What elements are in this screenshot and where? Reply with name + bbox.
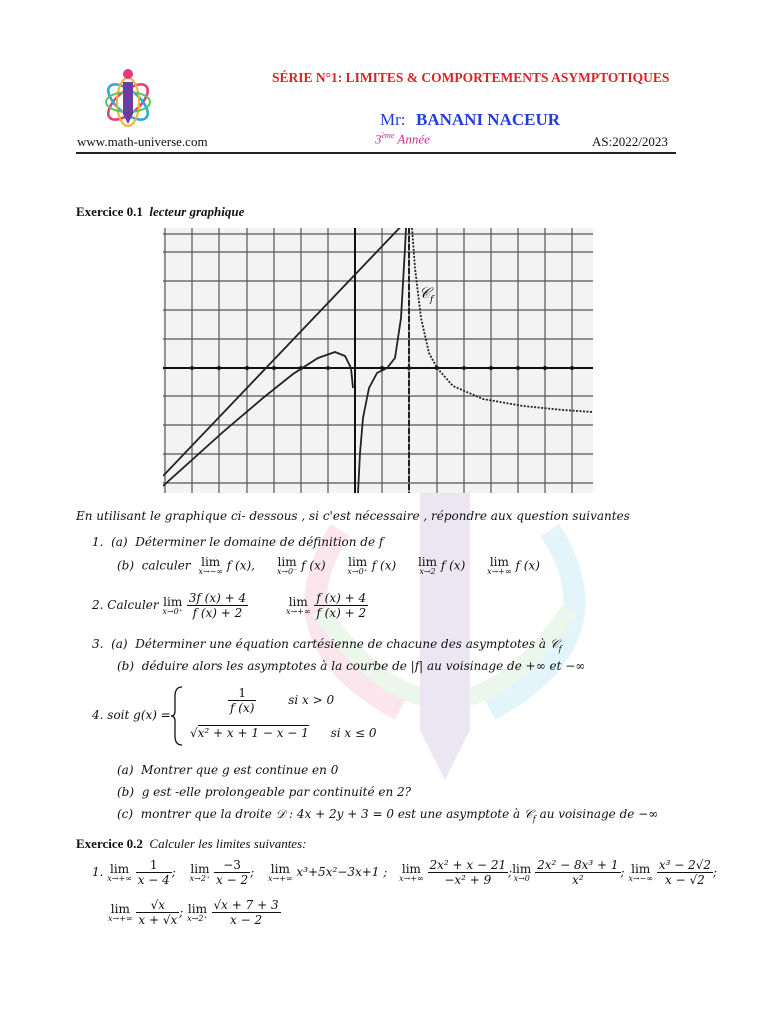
q4-case-1: $\frac{1}{f (x)}$ si x > 0	[230, 686, 335, 715]
series-title: SÉRIE N°1: LIMITES & COMPORTEMENTS ASYMPTOTIQUES	[272, 70, 670, 85]
author-name: BANANI NACEUR	[416, 110, 561, 129]
header-divider	[76, 152, 676, 154]
piecewise-brace	[170, 686, 184, 746]
q4-lhs: 4. soit g(x) =	[92, 708, 171, 722]
exercise-2-heading: Exercice 0.2 Calculer les limites suivantes:	[76, 836, 307, 851]
exercise-1-heading: Exercice 0.1 lecteur graphique	[76, 204, 245, 219]
q3-a: 3. (a) Déterminer une équation cartésienne de chacune des asymptotes à 𝒞$_f$	[92, 637, 562, 654]
exercise-2-limits-line-2: lim x→+∞ $\frac{√x}{x + √x}$ ; lim x→2⁺ $\frac{√x + 7 + 3}{x - 2}$	[108, 898, 279, 927]
author-label: Mr:	[380, 110, 406, 129]
exercise-1-intro: En utilisant le graphique ci- dessous , si c'est nécessaire , répondre aux question suivantes	[76, 509, 630, 523]
school-year: AS:2022/2023	[592, 134, 668, 149]
website-link[interactable]: www.math-universe.com	[77, 134, 208, 149]
grade-level: 3ème Année	[375, 131, 430, 147]
exercise-2-limits-line-1: 1. lim x→+∞ $\frac{1}{x - 4}$ ; lim x→2⁺ $\frac{-3}{x - 2}$ ; lim x→+∞ x³+5x²−3x+1 ; lim x→+∞ $\frac{\text{2x² + x − 21}}{\text{−x² + 9}}$ ; lim x→0 $\frac{\text{2x² − 8x³ + 1}}{\text{x²}}$ ; lim x→−∞ $\frac{\text{x³ − 2√2}}{x - √2}$ ;	[92, 858, 718, 887]
q2: 2. Calculer lim x→0⁺ $\frac{3f (x) + 4}{f (x) + 2}$ lim x→+∞ $\frac{f (x) + 4}{f (x) + 2}$	[92, 591, 367, 620]
math-universe-logo	[98, 66, 158, 130]
q4-b: (b) g est -elle prolongeable par continuité en 2?	[117, 785, 412, 799]
q4-a: (a) Montrer que g est continue en 0	[117, 763, 339, 777]
q1-b: (b) calculer lim x→−∞ f (x), lim x→0⁻ f (x) lim x→0⁺ f (x) lim x→2 f (x) lim x→+∞ f (x)	[117, 555, 540, 576]
q4-c: (c) montrer que la droite 𝒟 : 4x + 2y + 3 = 0 est une asymptote à 𝒞$_f$ au voisinage de −∞	[117, 807, 659, 824]
q1-a: 1. (a) Déterminer le domaine de définition de f	[92, 535, 384, 549]
curve-label: 𝒞$_f$	[419, 284, 434, 305]
function-graph	[163, 228, 593, 493]
q3-b: (b) déduire alors les asymptotes à la courbe de |f| au voisinage de +∞ et −∞	[117, 659, 586, 673]
q4-case-2: √x² + x + 1 − x − 1 si x ≤ 0	[190, 726, 377, 740]
